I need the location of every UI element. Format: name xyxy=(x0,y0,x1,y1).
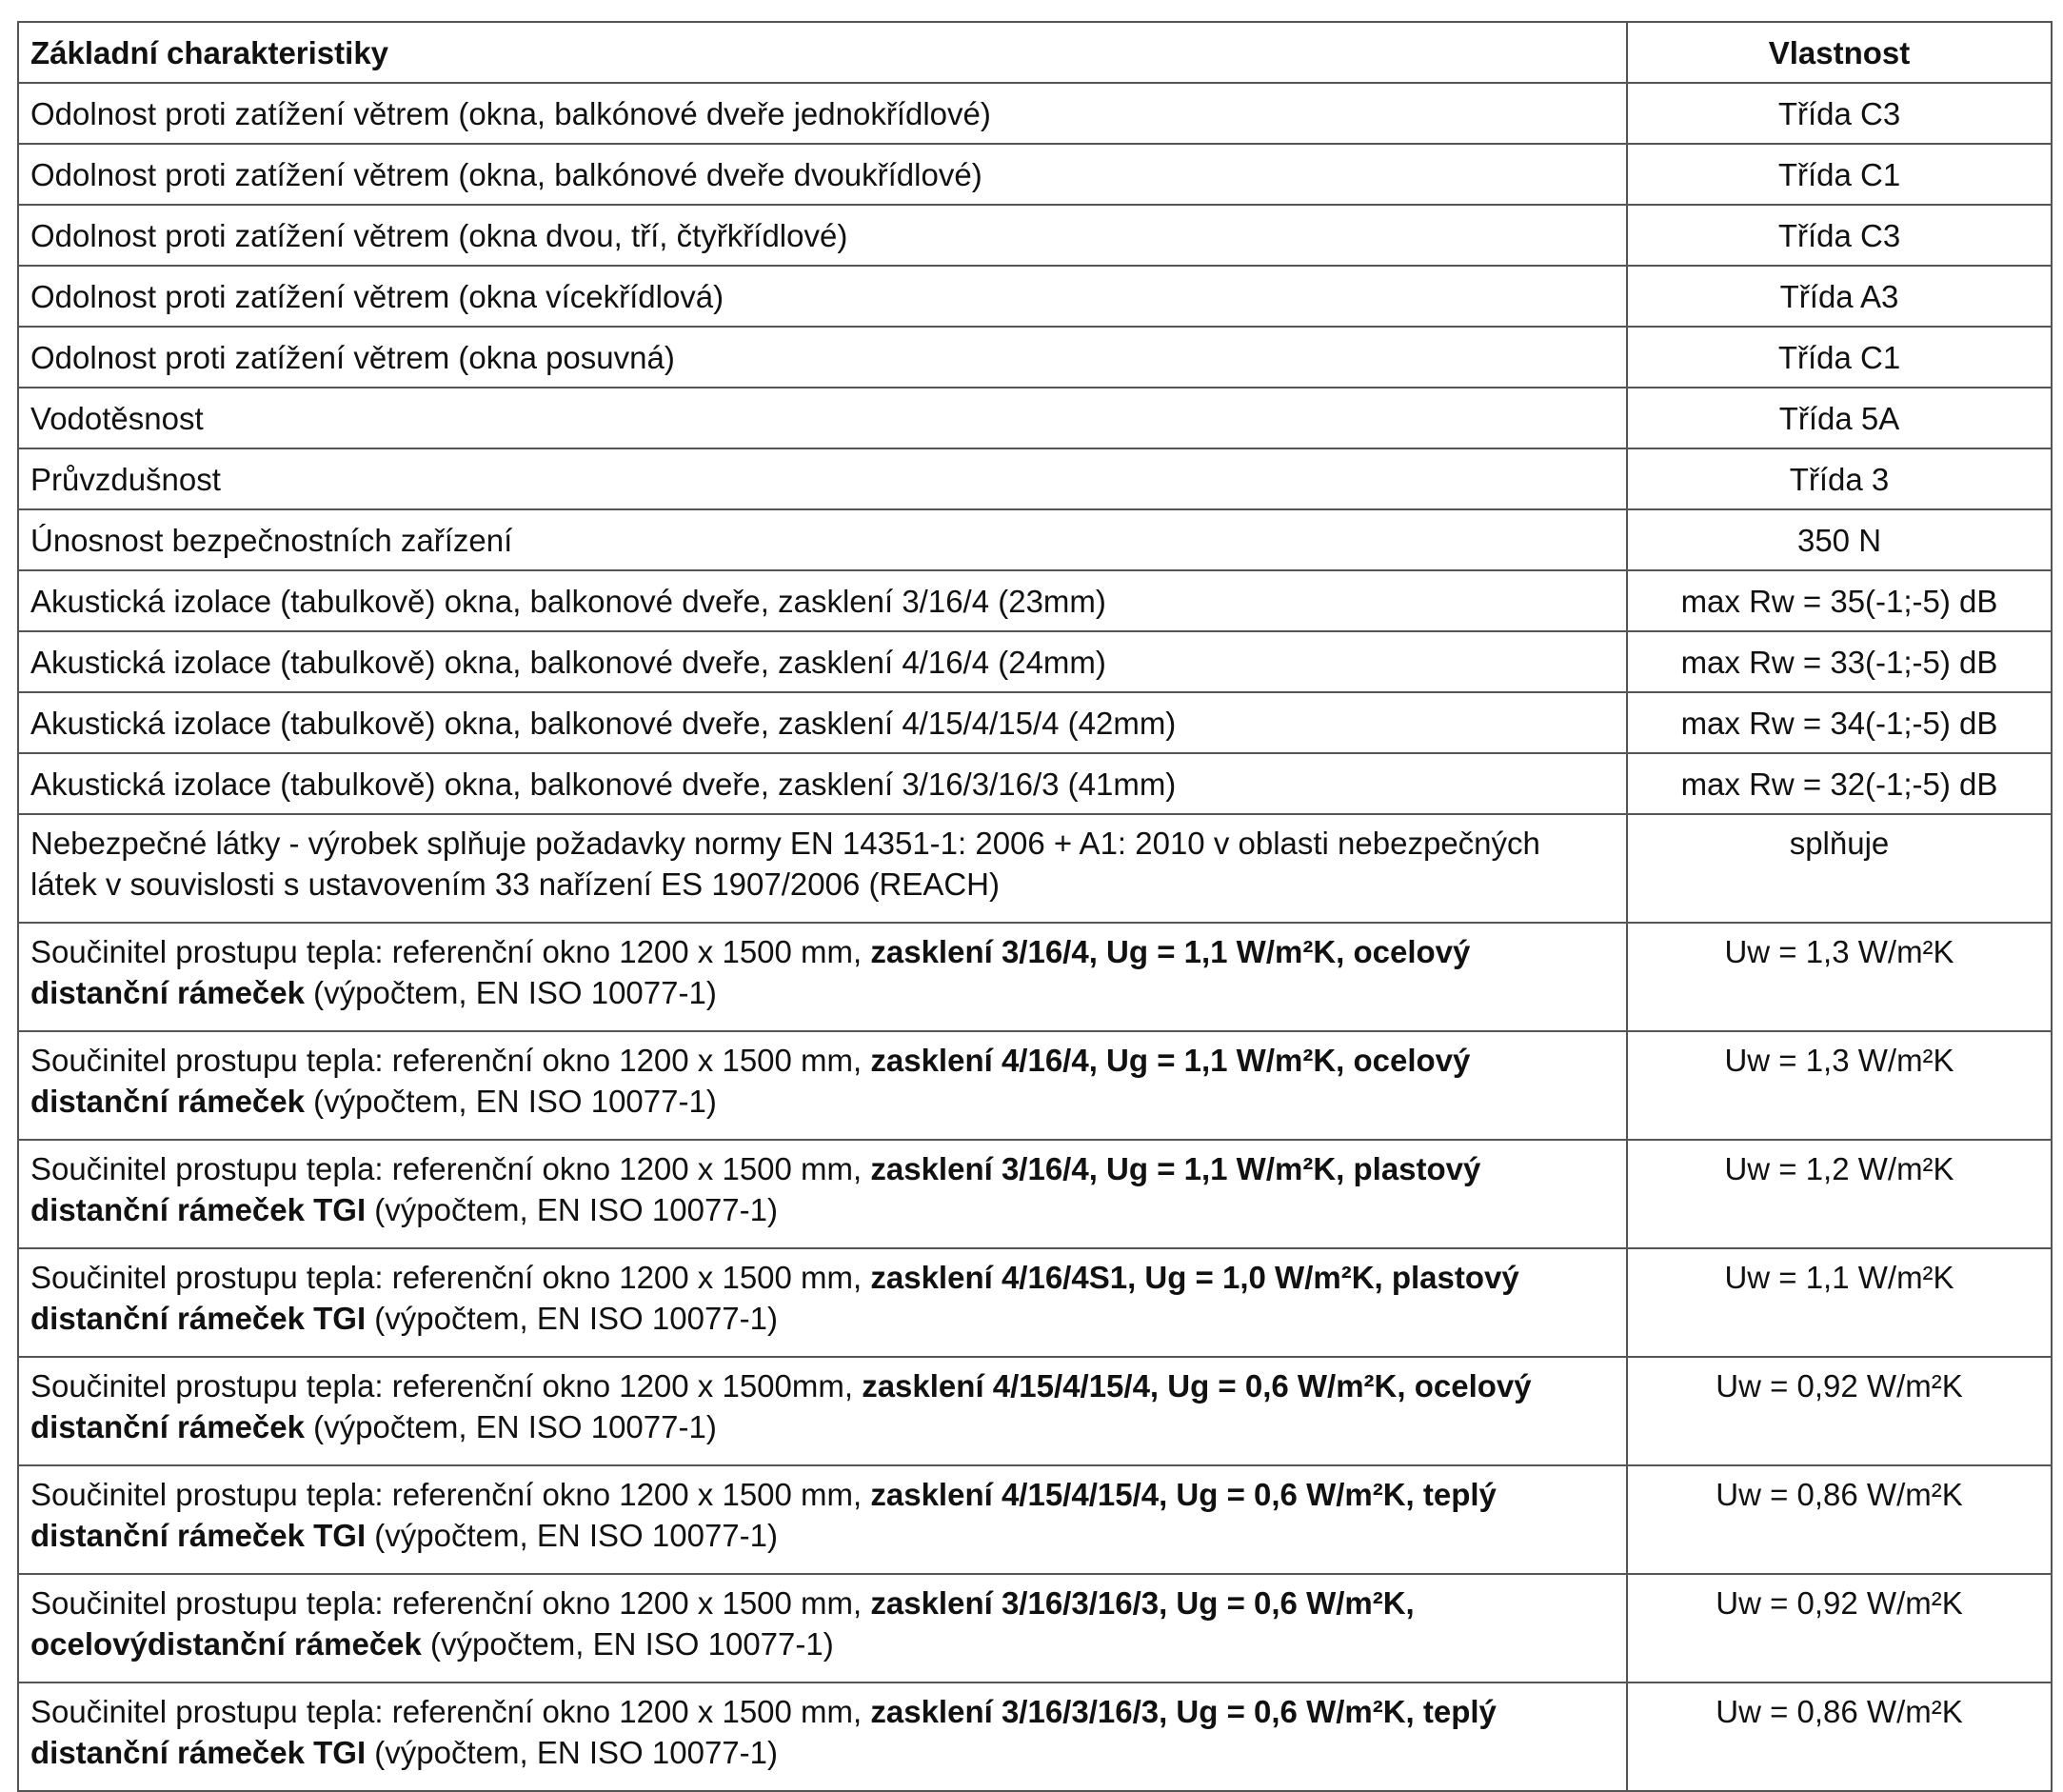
thermal-row xyxy=(18,1031,2052,1140)
thermal-suffix: (výpočtem, EN ISO 10077-1) xyxy=(366,1518,778,1553)
thermal-label xyxy=(18,1465,1627,1574)
thermal-suffix: (výpočtem, EN ISO 10077-1) xyxy=(366,1301,778,1336)
row-label: Odolnost proti zatížení větrem (okna vícekřídlová) xyxy=(18,266,1627,327)
thermal-suffix: (výpočtem, EN ISO 10077-1) xyxy=(366,1735,778,1770)
table-row xyxy=(18,753,2052,814)
row-label: Akustická izolace (tabulkově) okna, balkonové dveře, zasklení 3/16/4 (23mm) xyxy=(18,570,1627,631)
row-value: Třída C1 xyxy=(1627,144,2052,205)
thermal-label xyxy=(18,1140,1627,1248)
thermal-suffix: (výpočtem, EN ISO 10077-1) xyxy=(421,1626,834,1662)
thermal-prefix: Součinitel prostupu tepla: referenční okno 1200 x 1500 mm, xyxy=(30,1477,871,1512)
thermal-label xyxy=(18,1357,1627,1465)
header-property: Vlastnost xyxy=(1627,22,2052,83)
row-value: Třída 5A xyxy=(1627,388,2052,448)
row-value: 350 N xyxy=(1627,509,2052,570)
table-row xyxy=(18,205,2052,266)
thermal-bold: zasklení 3/16/3/16/3, Ug = 0,6 W/m²K, ocelovýdistanční rámeček xyxy=(30,1585,1415,1662)
thermal-value: Uw = 1,2 W/m²K xyxy=(1627,1140,2052,1248)
row-label: Akustická izolace (tabulkově) okna, balkonové dveře, zasklení 3/16/3/16/3 (41mm) xyxy=(18,753,1627,814)
thermal-prefix: Součinitel prostupu tepla: referenční okno 1200 x 1500 mm, xyxy=(30,1585,871,1621)
row-label: Únosnost bezpečnostních zařízení xyxy=(18,509,1627,570)
row-value: Třída 3 xyxy=(1627,448,2052,509)
row-value: max Rw = 35(-1;-5) dB xyxy=(1627,570,2052,631)
header-characteristics: Základní charakteristiky xyxy=(18,22,1627,83)
row-value: max Rw = 34(-1;-5) dB xyxy=(1627,692,2052,753)
properties-table xyxy=(17,21,2053,1792)
table-row xyxy=(18,448,2052,509)
row-label: Odolnost proti zatížení větrem (okna dvou, tří, čtyřkřídlové) xyxy=(18,205,1627,266)
table-header-row xyxy=(18,22,2052,83)
thermal-prefix: Součinitel prostupu tepla: referenční okno 1200 x 1500 mm, xyxy=(30,1043,871,1078)
thermal-prefix: Součinitel prostupu tepla: referenční okno 1200 x 1500 mm, xyxy=(30,1694,871,1729)
row-label: Vodotěsnost xyxy=(18,388,1627,448)
table-row xyxy=(18,692,2052,753)
thermal-row xyxy=(18,1682,2052,1791)
table-row xyxy=(18,509,2052,570)
thermal-bold: zasklení 3/16/3/16/3, Ug = 0,6 W/m²K, teplý distanční rámeček TGI xyxy=(30,1694,1497,1770)
row-label: Akustická izolace (tabulkově) okna, balkonové dveře, zasklení 4/15/4/15/4 (42mm) xyxy=(18,692,1627,753)
thermal-label xyxy=(18,923,1627,1031)
row-label: Odolnost proti zatížení větrem (okna, balkónové dveře dvoukřídlové) xyxy=(18,144,1627,205)
row-value: Třída C3 xyxy=(1627,205,2052,266)
table-row xyxy=(18,570,2052,631)
thermal-label xyxy=(18,1682,1627,1791)
thermal-suffix: (výpočtem, EN ISO 10077-1) xyxy=(304,975,717,1010)
thermal-bold: zasklení 4/15/4/15/4, Ug = 0,6 W/m²K, teplý distanční rámeček TGI xyxy=(30,1477,1497,1553)
thermal-row xyxy=(18,923,2052,1031)
thermal-suffix: (výpočtem, EN ISO 10077-1) xyxy=(304,1409,717,1444)
row-value: Třída C1 xyxy=(1627,327,2052,388)
row-value: Třída C3 xyxy=(1627,83,2052,144)
table-row xyxy=(18,266,2052,327)
thermal-value: Uw = 1,3 W/m²K xyxy=(1627,923,2052,1031)
thermal-row xyxy=(18,1248,2052,1357)
thermal-row xyxy=(18,1140,2052,1248)
row-value: max Rw = 33(-1;-5) dB xyxy=(1627,631,2052,692)
thermal-row xyxy=(18,1574,2052,1682)
thermal-label xyxy=(18,1574,1627,1682)
thermal-bold: zasklení 4/16/4, Ug = 1,1 W/m²K, ocelový distanční rámeček xyxy=(30,1043,1471,1119)
hazard-value: splňuje xyxy=(1627,814,2052,923)
table-row xyxy=(18,327,2052,388)
thermal-row xyxy=(18,1357,2052,1465)
thermal-value: Uw = 0,92 W/m²K xyxy=(1627,1357,2052,1465)
thermal-bold: zasklení 4/16/4S1, Ug = 1,0 W/m²K, plastový distanční rámeček TGI xyxy=(30,1260,1519,1336)
thermal-prefix: Součinitel prostupu tepla: referenční okno 1200 x 1500 mm, xyxy=(30,1260,871,1295)
thermal-bold: zasklení 4/15/4/15/4, Ug = 0,6 W/m²K, ocelový distanční rámeček xyxy=(30,1368,1532,1444)
thermal-prefix: Součinitel prostupu tepla: referenční okno 1200 x 1500 mm, xyxy=(30,1151,871,1186)
thermal-value: Uw = 0,92 W/m²K xyxy=(1627,1574,2052,1682)
row-value: max Rw = 32(-1;-5) dB xyxy=(1627,753,2052,814)
thermal-prefix: Součinitel prostupu tepla: referenční okno 1200 x 1500mm, xyxy=(30,1368,863,1404)
thermal-row xyxy=(18,1465,2052,1574)
thermal-label xyxy=(18,1248,1627,1357)
hazard-label: Nebezpečné látky - výrobek splňuje požadavky normy EN 14351-1: 2006 + A1: 2010 v oblasti nebezpečných látek v souvislosti s ustavovením 33 nařízení ES 1907/2006 (REACH) xyxy=(18,814,1627,923)
table-row xyxy=(18,144,2052,205)
thermal-bold: zasklení 3/16/4, Ug = 1,1 W/m²K, ocelový distanční rámeček xyxy=(30,934,1471,1010)
hazard-row xyxy=(18,814,2052,923)
thermal-label xyxy=(18,1031,1627,1140)
thermal-value: Uw = 1,1 W/m²K xyxy=(1627,1248,2052,1357)
thermal-suffix: (výpočtem, EN ISO 10077-1) xyxy=(304,1084,717,1119)
thermal-prefix: Součinitel prostupu tepla: referenční okno 1200 x 1500 mm, xyxy=(30,934,871,969)
thermal-bold: zasklení 3/16/4, Ug = 1,1 W/m²K, plastový distanční rámeček TGI xyxy=(30,1151,1481,1227)
table-row xyxy=(18,631,2052,692)
thermal-value: Uw = 1,3 W/m²K xyxy=(1627,1031,2052,1140)
table-row xyxy=(18,83,2052,144)
row-label: Akustická izolace (tabulkově) okna, balkonové dveře, zasklení 4/16/4 (24mm) xyxy=(18,631,1627,692)
row-label: Průvzdušnost xyxy=(18,448,1627,509)
row-label: Odolnost proti zatížení větrem (okna posuvná) xyxy=(18,327,1627,388)
table-row xyxy=(18,388,2052,448)
thermal-value: Uw = 0,86 W/m²K xyxy=(1627,1465,2052,1574)
thermal-value: Uw = 0,86 W/m²K xyxy=(1627,1682,2052,1791)
thermal-suffix: (výpočtem, EN ISO 10077-1) xyxy=(366,1192,778,1227)
row-value: Třída A3 xyxy=(1627,266,2052,327)
row-label: Odolnost proti zatížení větrem (okna, balkónové dveře jednokřídlové) xyxy=(18,83,1627,144)
